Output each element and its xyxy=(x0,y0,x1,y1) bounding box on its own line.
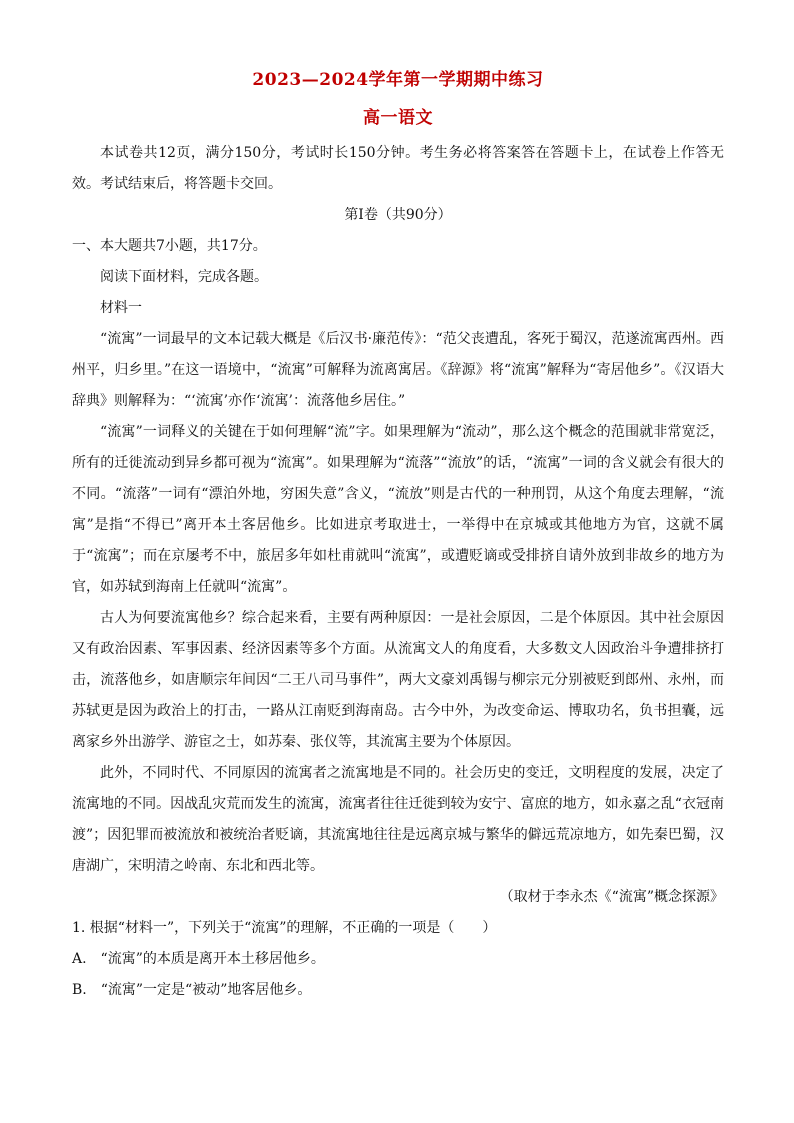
material-paragraph: “流寓”一词释义的关键在于如何理解“流”字。如果理解为“流动”，那么这个概念的范围就非常宽泛，所有的迁徙流动到异乡都可视为“流寓”。如果理解为“流落”“流放”的话，“流寓”一词的含义就会有很大的不同。“流落”一词有“漂泊外地，穷困失意”含义，“流放”则是古代的一种刑罚，从这个角度去理解，“流寓”是指“不得已”离开本土客居他乡。比如进京考取进士，一举得中在京城或其他地方为官，这就不属于“流寓”；而在京屡考不中，旅居多年如杜甫就叫“流寓”，或遭贬谪或受排挤自请外放到非故乡的地方为官，如苏轼到海南上任就叫“流寓”。 xyxy=(72,424,724,595)
material-paragraph: 此外，不同时代、不同原因的流寓者之流寓地是不同的。社会历史的变迁，文明程度的发展，决定了流寓地的不同。因战乱灾荒而发生的流寓，流寓者往往迁徙到较为安宁、富庶的地方，如永嘉之乱“衣冠南渡”；因犯罪而被流放和被统治者贬谪，其流寓地往往是远离京城与繁华的僻远荒凉地方，如先秦巴蜀，汉唐湖广，宋明清之岭南、东北和西北等。 xyxy=(72,765,724,874)
question-stem: 1. 根据“材料一”，下列关于“流寓”的理解，不正确的一项是（ ） xyxy=(72,920,497,936)
section-direction: 阅读下面材料，完成各题。 xyxy=(100,269,268,285)
material-paragraph: “流寓”一词最早的文本记载大概是《后汉书·廉范传》：“范父丧遭乱，客死于蜀汉，范遂流寓西州。西州平，归乡里。”在这一语境中，“流寓”可解释为流离寓居。《辞源》将“流寓”解释为“寄居他乡”。《汉语大辞典》则解释为：“‘流寓’亦作‘流寓’：流落他乡居住。” xyxy=(72,331,724,409)
exam-subject: 高一语文 xyxy=(363,108,433,128)
question-option-b: B. “流寓”一定是“被动”地客居他乡。 xyxy=(72,982,312,998)
exam-title: 2023—2024学年第一学期期中练习 xyxy=(252,70,544,90)
question-option-a: A. “流寓”的本质是离开本土移居他乡。 xyxy=(72,951,325,967)
material-paragraph: 古人为何要流寓他乡？综合起来看，主要有两种原因：一是社会原因，二是个体原因。其中社会原因又有政治因素、军事因素、经济因素等多个方面。从流寓文人的角度看，大多数文人因政治斗争遭排挤打击，流落他乡，如唐顺宗年间因“二王八司马事件”，两大文豪刘禹锡与柳宗元分别被贬到郎州、永州，而苏轼更是因为政治上的打击，一路从江南贬到海南岛。古今中外，为改变命运、博取功名，负书担囊，远离家乡外出游学、游宦之士，如苏秦、张仪等，其流寓主要为个体原因。 xyxy=(72,610,724,750)
material-label: 材料一 xyxy=(100,300,142,316)
exam-page xyxy=(72,62,724,1006)
section-heading: 一、本大题共7小题，共17分。 xyxy=(72,238,267,254)
exam-instructions: 本试卷共12页，满分150分，考试时长150分钟。考生务必将答案答在答题卡上，在试卷上作答无效。考试结束后，将答题卡交回。 xyxy=(72,145,724,192)
volume-heading: 第Ⅰ卷（共90分） xyxy=(344,207,452,223)
material-source: （取材于李永杰《“流寓”概念探源》 xyxy=(499,889,724,905)
